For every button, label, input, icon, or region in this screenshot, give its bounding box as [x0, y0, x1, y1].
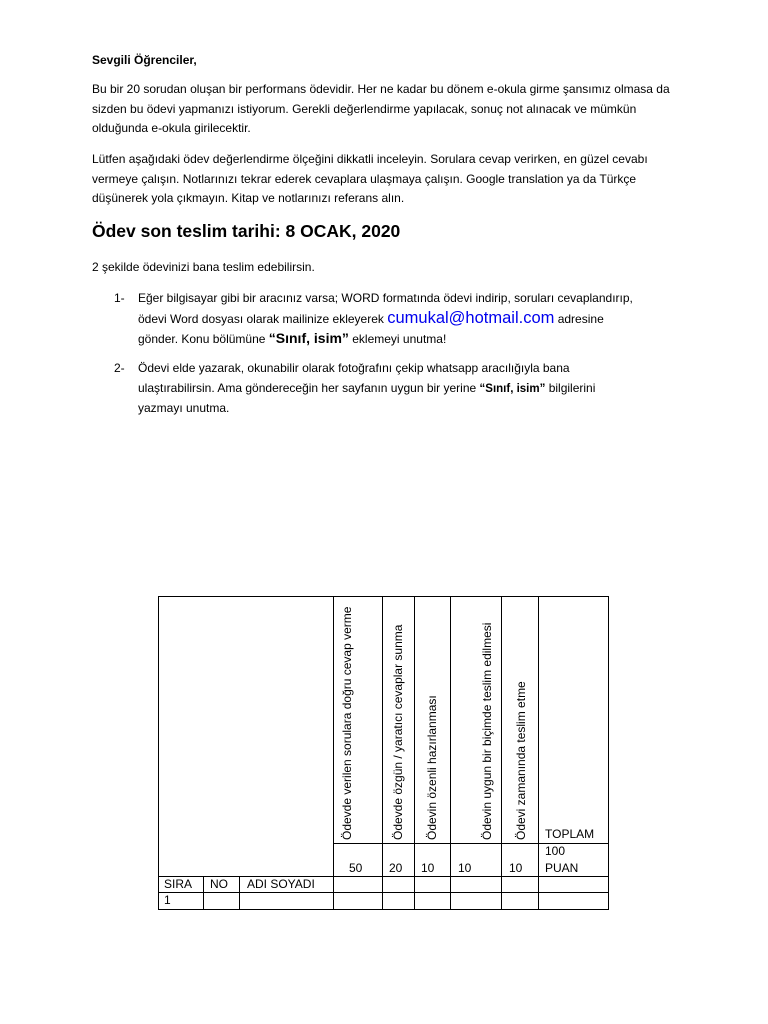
text-line: gönder. Konu bölümüne: [138, 332, 269, 346]
total-points: 100: [545, 844, 566, 858]
table-row-sira: 1: [164, 893, 171, 907]
text-line: bilgilerini: [545, 380, 596, 395]
criterion-label: Ödevin özenli hazırlanması: [425, 695, 439, 840]
list-number: 2-: [114, 361, 125, 375]
text-line: ödevi Word dosyası olarak mailinize ekleyerek: [138, 311, 388, 326]
paragraph-instructions: Lütfen aşağıdaki ödev değerlendirme ölçeğini dikkatli inceleyin. Sorulara cevap verirken, en güzel cevabı vermeye çalışın. Notlarınızı tekrar ederek cevaplara ulaşmaya çalışın. Google translation ya da Türkçe düşünerek yola çıkmayın. Kitap ve notlarınızı referans alın.: [92, 152, 648, 205]
list-text: [138, 289, 694, 350]
submission-intro: 2 şekilde ödevinizi bana teslim edebilirsin.: [92, 260, 315, 274]
header-sira: SIRA: [164, 877, 193, 891]
subject-quote: “Sınıf, isim”: [268, 330, 349, 346]
header-no: NO: [210, 877, 228, 891]
criterion-label: Ödevde verilen sorulara doğru cevap verme: [340, 606, 354, 840]
greeting: Sevgili Öğrenciler,: [92, 53, 197, 67]
info-quote: “Sınıf, isim”: [479, 382, 546, 395]
total-points-unit: PUAN: [545, 861, 579, 875]
list-item-whatsapp: [114, 359, 694, 419]
email-link[interactable]: cumukal@hotmail.com: [387, 308, 555, 327]
criterion-points: 50: [349, 861, 363, 875]
text-line: Ödevi elde yazarak, okunabilir olarak fotoğrafını çekip whatsapp aracılığıyla bana: [138, 361, 570, 375]
text-line: ulaştırabilirsin. Ama göndereceğin her sayfanın uygun bir yerine: [138, 380, 480, 395]
text-line: adresine: [554, 311, 604, 326]
table-grid-lines: [158, 596, 609, 910]
evaluation-table: [158, 596, 609, 910]
deadline-heading: Ödev son teslim tarihi: 8 OCAK, 2020: [92, 221, 401, 241]
text-line: yazmayı unutma.: [138, 401, 230, 415]
text-line: Eğer bilgisayar gibi bir aracınız varsa; WORD formatında ödevi indirip, soruları cevaplandırıp,: [138, 291, 633, 305]
total-label: TOPLAM: [545, 827, 595, 841]
list-item-word: [114, 289, 694, 350]
criterion-points: 10: [509, 861, 523, 875]
paragraph-intro: Bu bir 20 sorudan oluşan bir performans ödevidir. Her ne kadar bu dönem e-okula girme şansımız olmasa da sizden bu ödevi yapmanızı istiyorum. Gerekli değerlendirme yapılacak, sonuç not alınacak ve mümkün olduğunda e-okula girilecektir.: [92, 82, 670, 135]
criterion-points: 20: [389, 861, 403, 875]
criterion-points: 10: [421, 861, 435, 875]
criterion-label: Ödevi zamanında teslim etme: [514, 681, 528, 840]
list-text: [138, 359, 694, 419]
criterion-points: 10: [458, 861, 472, 875]
criterion-label: Ödevde özgün / yaratıcı cevaplar sunma: [391, 624, 405, 840]
list-number: 1-: [114, 291, 125, 305]
criterion-label: Ödevin uygun bir biçimde teslim edilmesi: [480, 622, 494, 840]
header-name: ADI SOYADI: [247, 877, 315, 891]
text-line: eklemeyi unutma!: [348, 332, 447, 346]
